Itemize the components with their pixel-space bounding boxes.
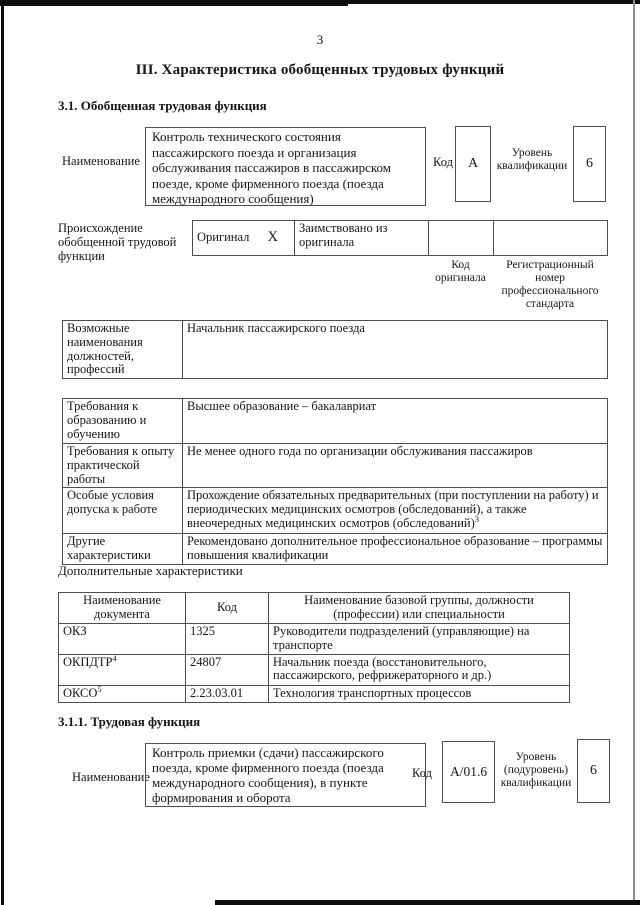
doc-cell	[59, 685, 186, 702]
scan-border-top-thick	[0, 0, 348, 6]
main-heading: III. Характеристика обобщенных трудовых функций	[135, 62, 505, 78]
gf-code-box: А	[455, 126, 491, 202]
doc-cell	[59, 654, 186, 685]
code-cell: 1325	[186, 624, 269, 655]
group-cell: Технология транспортных процессов	[269, 685, 570, 702]
scan-border-left	[1, 0, 4, 905]
header-document: Наименование документа	[59, 593, 186, 624]
doc-name: ОКПДТР	[63, 654, 113, 669]
gf-name-box: Контроль технического состояния пассажирского поезда и организация обслуживания пассажиров в пассажирском поезде, кроме фирменного поезда (поезда международного сообщения)	[145, 127, 426, 206]
group-cell: Начальник поезда (восстановительного, пассажирского, рефрижераторного и др.)	[269, 654, 570, 685]
additional-header-row	[59, 593, 570, 624]
education-label: Требования к образованию и обучению	[63, 399, 183, 444]
origin-code-cell	[429, 221, 494, 256]
job-titles-table	[62, 320, 608, 379]
table-row-okso	[59, 685, 570, 702]
group-cell: Руководители подразделений (управляющие) на транспорте	[269, 624, 570, 655]
origin-code-caption: Код оригинала	[435, 259, 486, 284]
lf-name-box: Контроль приемки (сдачи) пассажирского поезда, кроме фирменного поезда (поезда международного сообщения), в пункте формирования и оборота	[145, 743, 426, 807]
origin-borrowed-cell: Заимствовано из оригинала	[295, 221, 429, 256]
gf-name-label: Наименование	[62, 154, 140, 168]
doc-footnote: 5	[97, 685, 102, 694]
gf-code-label: Код	[433, 155, 453, 169]
special-value-text: Прохождение обязательных предварительных (при поступлении на работу) и периодических медицинских осмотров (обследований), а также внеочередных медицинских осмотров (обследований)	[187, 488, 599, 530]
other-label: Другие характеристики	[63, 534, 183, 565]
code-cell: 2.23.03.01	[186, 685, 269, 702]
experience-label: Требования к опыту практической работы	[63, 444, 183, 488]
requirement-row-education	[63, 399, 608, 444]
requirement-row-other	[63, 534, 608, 565]
origin-original-cell	[193, 221, 295, 256]
other-value: Рекомендовано дополнительное профессиональное образование – программы повышения квалификации	[183, 534, 608, 565]
scan-border-bottom	[215, 900, 640, 905]
header-code: Код	[186, 593, 269, 624]
additional-heading: Дополнительные характеристики	[58, 563, 243, 578]
job-titles-value: Начальник пассажирского поезда	[183, 321, 608, 379]
special-value	[183, 488, 608, 534]
origin-original-label: Оригинал	[197, 230, 250, 245]
code-cell: 24807	[186, 654, 269, 685]
lf-code-box: А/01.6	[442, 741, 495, 803]
experience-value: Не менее одного года по организации обслуживания пассажиров	[183, 444, 608, 488]
special-label: Особые условия допуска к работе	[63, 488, 183, 534]
doc-footnote: 4	[112, 654, 117, 663]
section-3-1-heading: 3.1. Обобщенная трудовая функция	[58, 98, 267, 113]
origin-regnum-cell	[494, 221, 608, 256]
job-titles-label: Возможные наименования должностей, профессий	[63, 321, 183, 379]
lf-level-label: Уровень (подуровень) квалификации	[500, 751, 572, 789]
section-3-1-1-heading: 3.1.1. Трудовая функция	[58, 714, 201, 729]
origin-original-mark: X	[267, 229, 278, 246]
additional-table	[58, 592, 570, 703]
origin-label: Происхождение обобщенной трудовой функции	[58, 221, 177, 263]
header-group: Наименование базовой группы, должности (профессии) или специальности	[269, 593, 570, 624]
job-titles-row	[63, 321, 608, 379]
lf-name-label: Наименование	[72, 770, 150, 784]
origin-row	[193, 221, 608, 256]
scan-border-right	[633, 0, 635, 905]
table-row-okz	[59, 624, 570, 655]
doc-name: ОКСО	[63, 685, 98, 700]
special-value-footnote: 3	[474, 513, 480, 524]
requirement-row-special	[63, 488, 608, 534]
education-value: Высшее образование – бакалавриат	[183, 399, 608, 444]
table-row-okpdtr	[59, 654, 570, 685]
doc-cell	[59, 624, 186, 655]
requirement-row-experience	[63, 444, 608, 488]
lf-code-label: Код	[412, 766, 432, 780]
gf-level-label: Уровень квалификации	[496, 147, 568, 172]
requirements-table	[62, 398, 608, 565]
lf-level-box: 6	[577, 739, 610, 803]
doc-name: ОКЗ	[63, 624, 87, 638]
origin-table	[192, 220, 608, 256]
gf-level-box: 6	[573, 126, 606, 202]
origin-regnum-caption: Регистрационный номер профессионального стандарта	[501, 259, 599, 310]
page-number: 3	[316, 32, 324, 47]
